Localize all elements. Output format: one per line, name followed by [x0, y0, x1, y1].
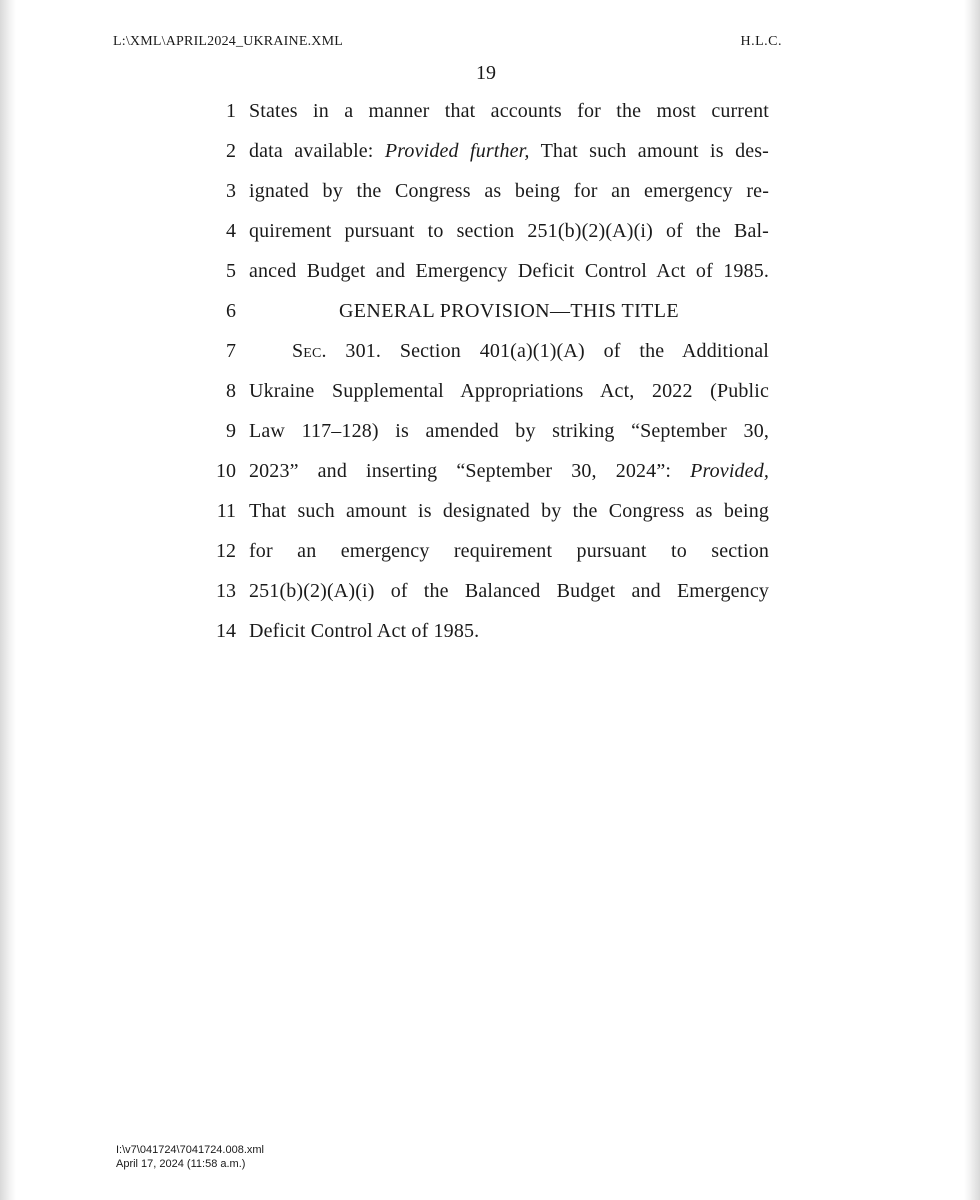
line-text: ignated by the Congress as being for an emergency re- [249, 180, 769, 202]
page-number: 19 [476, 62, 496, 84]
footer [116, 1143, 264, 1171]
text-line [0, 140, 980, 180]
text-line [0, 260, 980, 300]
line-text-italic: Provided, [690, 460, 769, 482]
line-text: That such amount is designated by the Congress as being [249, 500, 769, 522]
text-line [0, 620, 980, 660]
line-text-post: That such amount is des- [529, 140, 769, 162]
line-text-smallcaps: Sec [292, 340, 322, 362]
line-number: 9 [226, 420, 236, 442]
line-text-italic: Provided further, [384, 140, 530, 162]
line-text: anced Budget and Emergency Deficit Control Act of 1985. [249, 260, 769, 282]
line-number: 11 [216, 500, 236, 522]
text-line [0, 340, 980, 380]
text-line [0, 180, 980, 220]
line-text: Law 117–128) is amended by striking “September 30, [249, 420, 769, 442]
line-number: 2 [226, 140, 236, 162]
text-line [0, 420, 980, 460]
text-line [0, 380, 980, 420]
line-text [249, 460, 769, 483]
line-text-pre: data available: [249, 140, 385, 162]
line-number: 5 [226, 260, 236, 282]
line-text: 251(b)(2)(A)(i) of the Balanced Budget and Emergency [249, 580, 769, 602]
line-number: 10 [216, 460, 236, 482]
text-line [0, 460, 980, 500]
line-text [292, 340, 769, 363]
line-number: 14 [216, 620, 236, 642]
line-text-post: . 301. Section 401(a)(1)(A) of the Additional [321, 340, 769, 362]
line-text-pre: 2023” and inserting “September 30, 2024”: [249, 460, 691, 482]
line-text: quirement pursuant to section 251(b)(2)(A)(i) of the Bal- [249, 220, 769, 242]
line-text: Deficit Control Act of 1985. [249, 620, 480, 642]
text-line [0, 300, 980, 340]
line-number: 6 [226, 300, 236, 322]
line-number: 12 [216, 540, 236, 562]
section-heading: GENERAL PROVISION—THIS TITLE [338, 300, 680, 322]
text-line [0, 100, 980, 140]
line-number: 4 [226, 220, 236, 242]
line-text: Ukraine Supplemental Appropriations Act, 2022 (Public [249, 380, 769, 402]
line-number: 1 [226, 100, 236, 122]
line-number: 7 [226, 340, 236, 362]
line-text: States in a manner that accounts for the most current [249, 100, 769, 122]
line-number: 8 [226, 380, 236, 402]
footer-timestamp: April 17, 2024 (11:58 a.m.) [116, 1158, 246, 1170]
footer-doc-path: I:\v7\041724\7041724.008.xml [116, 1144, 265, 1156]
header-office: H.L.C. [740, 34, 782, 49]
line-number: 13 [216, 580, 236, 602]
text-line [0, 500, 980, 540]
header-file-path: L:\XML\APRIL2024_UKRAINE.XML [113, 34, 343, 49]
text-line [0, 580, 980, 620]
line-text: for an emergency requirement pursuant to section [249, 540, 769, 562]
line-number: 3 [226, 180, 236, 202]
text-line [0, 220, 980, 260]
line-text [249, 140, 769, 163]
text-line [0, 540, 980, 580]
